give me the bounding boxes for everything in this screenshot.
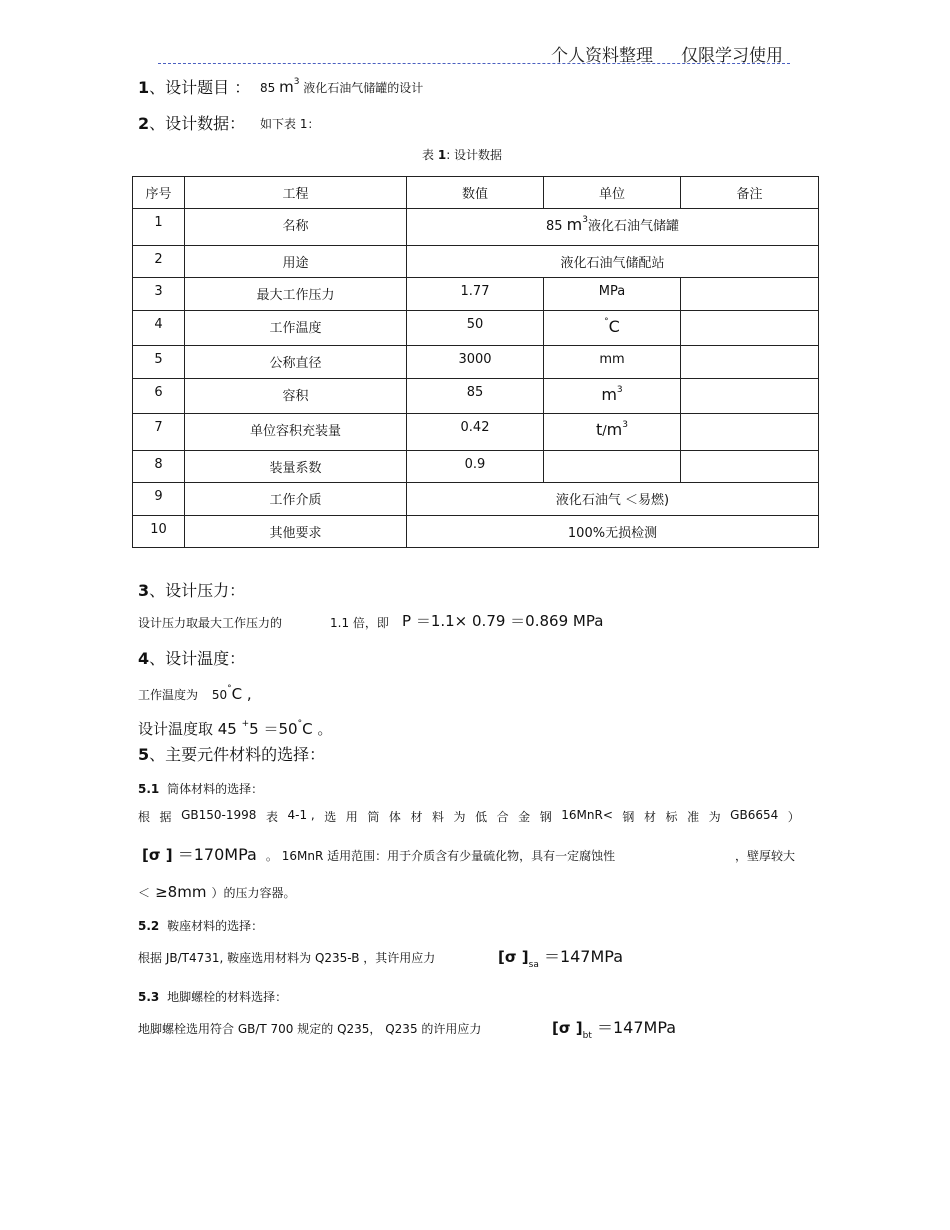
row-value: 85 — [407, 379, 544, 414]
shell-material-token: 低 — [475, 810, 488, 824]
section-1-heading — [138, 75, 250, 98]
row-value: 1.77 — [407, 278, 544, 311]
shell-material-token: 材 — [643, 810, 656, 824]
header-right-text: 仅限学习使用 — [681, 46, 783, 66]
saddle-material-text: 根据 JB/T4731, 鞍座选用材料为 Q235-B ，其许用应力 — [138, 951, 436, 965]
row-number: 9 — [133, 483, 185, 516]
section-2-note: 如下表 1： — [260, 117, 320, 131]
allowable-stress-line — [142, 842, 615, 865]
row-note — [681, 278, 819, 311]
header-cell: 数值 — [407, 177, 544, 209]
volume-exponent: 3 — [622, 420, 628, 430]
subsection-5-1-number: 5.1 — [138, 782, 160, 796]
volume-exponent: 3 — [293, 77, 300, 87]
header-cell: 工程 — [185, 177, 407, 209]
sigma-symbol: [σ ] — [498, 948, 529, 966]
volume-unit: m — [601, 385, 617, 404]
section-4-title: 、设计温度： — [149, 649, 246, 668]
anchor-bolt-material-text: 地脚螺栓选用符合 GB/T 700 规定的 Q235， Q235 的许用应力 — [138, 1022, 482, 1036]
working-temperature-value: 50 — [211, 688, 228, 702]
row-span-value: 液化石油气 ＜易燃) — [407, 483, 819, 516]
celsius-unit: C , — [231, 685, 252, 703]
design-data-table — [132, 176, 819, 548]
degree-symbol: ° — [297, 719, 303, 729]
span-volume-exponent: 3 — [582, 215, 588, 225]
table-row — [133, 278, 819, 311]
saddle-allowable-stress — [498, 944, 624, 970]
section-1-value — [260, 78, 423, 96]
section-5-number: 5 — [138, 745, 150, 764]
row-number: 2 — [133, 246, 185, 278]
shell-material-token: 据 — [159, 810, 172, 824]
shell-material-token: 合 — [496, 810, 509, 824]
row-item: 装量系数 — [185, 451, 407, 483]
design-temperature-value: 5 ＝50 — [249, 720, 298, 738]
shell-material-token: 表 — [265, 810, 278, 824]
header-left-text: 个人资料整理 — [551, 46, 653, 66]
caption-prefix: 表 — [422, 148, 438, 162]
shell-material-token: 根 — [138, 810, 151, 824]
shell-material-token: 料 — [431, 810, 444, 824]
shell-material-token: 用 — [345, 810, 358, 824]
row-note — [681, 311, 819, 346]
subsection-5-3-heading — [138, 988, 287, 1005]
row-item: 工作温度 — [185, 311, 407, 346]
section-4-heading — [138, 646, 245, 669]
section-4-number: 4 — [138, 649, 150, 668]
unit-slash: / — [602, 424, 607, 439]
row-value: 0.9 — [407, 451, 544, 483]
subsection-5-3-number: 5.3 — [138, 990, 160, 1004]
table-row — [133, 379, 819, 414]
shell-material-token: 4-1 , — [287, 808, 315, 822]
row-item: 用途 — [185, 246, 407, 278]
shell-material-token: 体 — [388, 810, 401, 824]
shell-material-token: 金 — [518, 810, 531, 824]
shell-allowable-stress: ＝170MPa — [177, 845, 257, 864]
table-row — [133, 346, 819, 379]
shell-material-token: 材 — [410, 810, 423, 824]
degree-symbol: ° — [604, 317, 609, 327]
celsius-unit: C — [608, 317, 620, 336]
table-caption — [422, 146, 502, 163]
row-item: 公称直径 — [185, 346, 407, 379]
anchor-bolt-allowable-stress — [552, 1015, 677, 1041]
header-divider — [158, 63, 790, 64]
header-cell: 序号 — [133, 177, 185, 209]
shell-material-line — [138, 808, 800, 825]
section-2-heading — [138, 111, 245, 134]
sigma-symbol: [σ ] — [552, 1019, 583, 1037]
section-1-number: 1 — [138, 78, 150, 97]
row-item: 其他要求 — [185, 516, 407, 548]
row-number: 1 — [133, 209, 185, 246]
section-2-number: 2 — [138, 114, 150, 133]
span-volume-unit: m — [566, 215, 583, 234]
subsection-5-2-title: 鞍座材料的选择： — [167, 919, 264, 933]
caption-title: : 设计数据 — [446, 148, 503, 162]
subsection-5-3-title: 地脚螺栓的材料选择： — [167, 990, 288, 1004]
row-span-value: 100%无损检测 — [407, 516, 819, 548]
table-row — [133, 209, 819, 246]
shell-material-token: 选 — [324, 810, 337, 824]
row-note — [681, 379, 819, 414]
table-row — [133, 451, 819, 483]
table-header-row — [133, 177, 819, 209]
working-temperature-line — [138, 685, 252, 703]
table-row — [133, 483, 819, 516]
row-unit — [544, 311, 681, 346]
row-number: 6 — [133, 379, 185, 414]
row-span-value: 液化石油气储配站 — [407, 246, 819, 278]
row-value: 50 — [407, 311, 544, 346]
design-temperature-label: 设计温度取 45 — [138, 720, 242, 738]
volume-unit: m — [606, 420, 623, 439]
plus-sign: + — [241, 719, 250, 729]
pressure-vessel-text: ）的压力容器。 — [211, 886, 296, 900]
table-row — [133, 311, 819, 346]
section-3-number: 3 — [138, 581, 150, 600]
row-item: 单位容积充装量 — [185, 414, 407, 451]
row-number: 10 — [133, 516, 185, 548]
row-unit: mm — [544, 346, 681, 379]
row-unit — [544, 379, 681, 414]
row-number: 7 — [133, 414, 185, 451]
table-row — [133, 516, 819, 548]
subsection-5-1-title: 筒体材料的选择： — [167, 782, 264, 796]
stress-subscript: sa — [528, 960, 539, 970]
shell-material-scope: 。 16MnR 适用范围：用于介质含有少量硫化物，具有一定腐蚀性 — [265, 849, 616, 863]
shell-scope-end: ，壁厚较大 — [735, 849, 796, 863]
caption-number: 1 — [437, 148, 447, 162]
row-unit — [544, 414, 681, 451]
table-row — [133, 246, 819, 278]
section-3-title: 、设计压力： — [149, 581, 246, 600]
subsection-5-2-heading — [138, 917, 263, 934]
shell-material-token: 为 — [453, 810, 466, 824]
row-number: 4 — [133, 311, 185, 346]
row-span-value — [407, 209, 819, 246]
subsection-5-1-heading — [138, 780, 263, 797]
shell-material-token: 为 — [708, 810, 721, 824]
anchor-bolt-stress-value: ＝147MPa — [596, 1018, 677, 1037]
shell-material-token: 钢 — [622, 810, 635, 824]
section-3-heading — [138, 578, 245, 601]
span-volume-number: 85 — [545, 219, 563, 234]
row-number: 8 — [133, 451, 185, 483]
shell-material-token: 筒 — [367, 810, 380, 824]
working-temperature-label: 工作温度为 — [138, 688, 199, 702]
design-pressure-factor: 1.1 倍，即 — [330, 616, 389, 630]
less-than-symbol: ＜ — [138, 886, 151, 900]
row-note — [681, 346, 819, 379]
header-cell: 备注 — [681, 177, 819, 209]
volume-unit: m — [279, 78, 294, 96]
row-number: 3 — [133, 278, 185, 311]
subsection-5-2-number: 5.2 — [138, 919, 160, 933]
section-1-title: 、设计题目 ： — [149, 78, 251, 97]
row-value: 0.42 — [407, 414, 544, 451]
row-item: 工作介质 — [185, 483, 407, 516]
table-row — [133, 414, 819, 451]
row-unit: MPa — [544, 278, 681, 311]
design-pressure-formula: P ＝1.1× 0.79 ＝0.869 MPa — [402, 612, 604, 630]
celsius-unit: C 。 — [302, 720, 333, 738]
mass-unit: t — [596, 420, 603, 439]
row-note — [681, 451, 819, 483]
design-pressure-text: 设计压力取最大工作压力的 — [138, 616, 283, 630]
span-volume-text: 液化石油气储罐 — [588, 219, 680, 234]
saddle-stress-value: ＝147MPa — [543, 947, 624, 966]
row-unit — [544, 451, 681, 483]
design-temperature-line — [138, 718, 332, 739]
design-subject: 液化石油气储罐的设计 — [303, 81, 424, 95]
row-item: 名称 — [185, 209, 407, 246]
row-note — [681, 414, 819, 451]
wall-thickness-value: ≥8mm — [155, 883, 207, 901]
shell-material-token: 标 — [665, 810, 678, 824]
row-number: 5 — [133, 346, 185, 379]
shell-material-token: 准 — [687, 810, 700, 824]
row-item: 容积 — [185, 379, 407, 414]
shell-material-token: GB6654 — [730, 808, 779, 822]
section-2-title: 、设计数据： — [149, 114, 246, 133]
sigma-symbol: [σ ] — [142, 846, 173, 864]
section-5-heading — [138, 742, 325, 765]
wall-thickness-line — [138, 882, 296, 901]
volume-number: 85 — [260, 81, 276, 95]
shell-material-token: GB150-1998 — [181, 808, 257, 822]
shell-material-token: 钢 — [539, 810, 552, 824]
shell-material-token: 16MnR< — [561, 808, 613, 822]
degree-symbol: ° — [227, 684, 232, 694]
row-value: 3000 — [407, 346, 544, 379]
header-cell: 单位 — [544, 177, 681, 209]
shell-material-token: ） — [787, 810, 800, 824]
row-item: 最大工作压力 — [185, 278, 407, 311]
section-5-title: 、主要元件材料的选择： — [149, 745, 326, 764]
stress-subscript: bt — [582, 1031, 592, 1041]
volume-exponent: 3 — [616, 385, 623, 395]
